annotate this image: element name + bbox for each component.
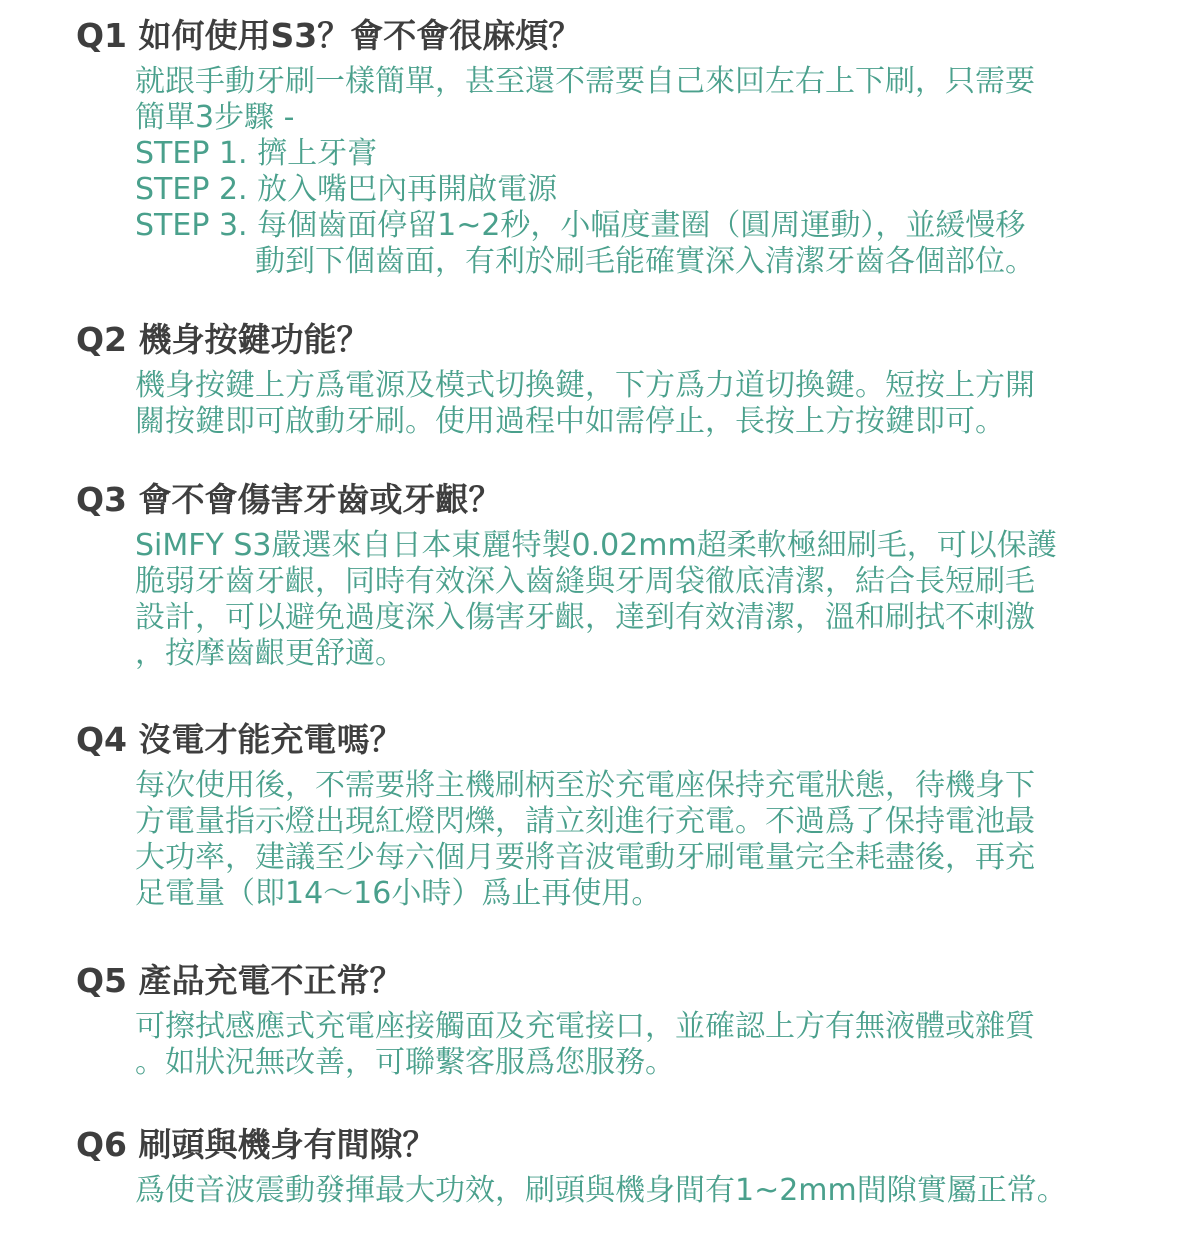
answer-line: 。如狀況無改善，可聯繫客服爲您服務。 <box>135 1045 675 1080</box>
question-heading: Q1 如何使用S3？會不會很麻煩？ <box>76 16 582 55</box>
answer-text <box>135 768 1110 912</box>
answer-line: STEP 2. 放入嘴巴內再開啟電源 <box>135 172 558 207</box>
answer-line: 動到下個齒面，有利於刷毛能確實深入清潔牙齒各個部位。 <box>255 244 1035 279</box>
answer-line: SiMFY S3嚴選來自日本東麗特製0.02mm超柔軟極細刷毛，可以保護 <box>135 528 1057 563</box>
answer-line: 脆弱牙齒牙齦，同時有效深入齒縫與牙周袋徹底清潔，結合長短刷毛 <box>135 564 1035 599</box>
answer-line: 足電量（即14～16小時）爲止再使用。 <box>135 876 662 911</box>
answer-line: ，按摩齒齦更舒適。 <box>135 636 405 671</box>
question-heading: Q3 會不會傷害牙齒或牙齦？ <box>76 480 502 519</box>
answer-line: 關按鍵即可啟動牙刷。使用過程中如需停止，長按上方按鍵即可。 <box>135 404 1005 439</box>
answer-line: STEP 3. 每個齒面停留1~2秒，小幅度畫圈（圓周運動），並緩慢移 <box>135 208 1026 243</box>
answer-line: 簡單3步驟 - <box>135 100 295 135</box>
answer-text <box>135 1173 1110 1209</box>
answer-line: 大功率，建議至少每六個月要將音波電動牙刷電量完全耗盡後，再充 <box>135 840 1035 875</box>
answer-line: 設計，可以避免過度深入傷害牙齦，達到有效清潔，溫和刷拭不刺激 <box>135 600 1035 635</box>
answer-line: 方電量指示燈出現紅燈閃爍，請立刻進行充電。不過爲了保持電池最 <box>135 804 1035 839</box>
answer-line: 可擦拭感應式充電座接觸面及充電接口，並確認上方有無液體或雜質 <box>135 1009 1035 1044</box>
answer-line: 就跟手動牙刷一樣簡單，甚至還不需要自己來回左右上下刷，只需要 <box>135 64 1035 99</box>
question-heading: Q5 產品充電不正常？ <box>76 961 403 1000</box>
question-heading: Q2 機身按鍵功能？ <box>76 320 370 359</box>
answer-line: 機身按鍵上方爲電源及模式切換鍵，下方爲力道切換鍵。短按上方開 <box>135 368 1035 403</box>
question-heading: Q6 刷頭與機身有間隙？ <box>76 1125 436 1164</box>
answer-text <box>135 368 1110 440</box>
answer-text <box>135 528 1110 672</box>
answer-text <box>135 1009 1110 1081</box>
answer-line: 爲使音波震動發揮最大功效，刷頭與機身間有1~2mm間隙實屬正常。 <box>135 1173 1067 1208</box>
question-heading: Q4 沒電才能充電嗎？ <box>76 720 403 759</box>
answer-text <box>135 64 1110 280</box>
answer-line: 每次使用後，不需要將主機刷柄至於充電座保持充電狀態，待機身下 <box>135 768 1035 803</box>
answer-line: STEP 1. 擠上牙膏 <box>135 136 378 171</box>
